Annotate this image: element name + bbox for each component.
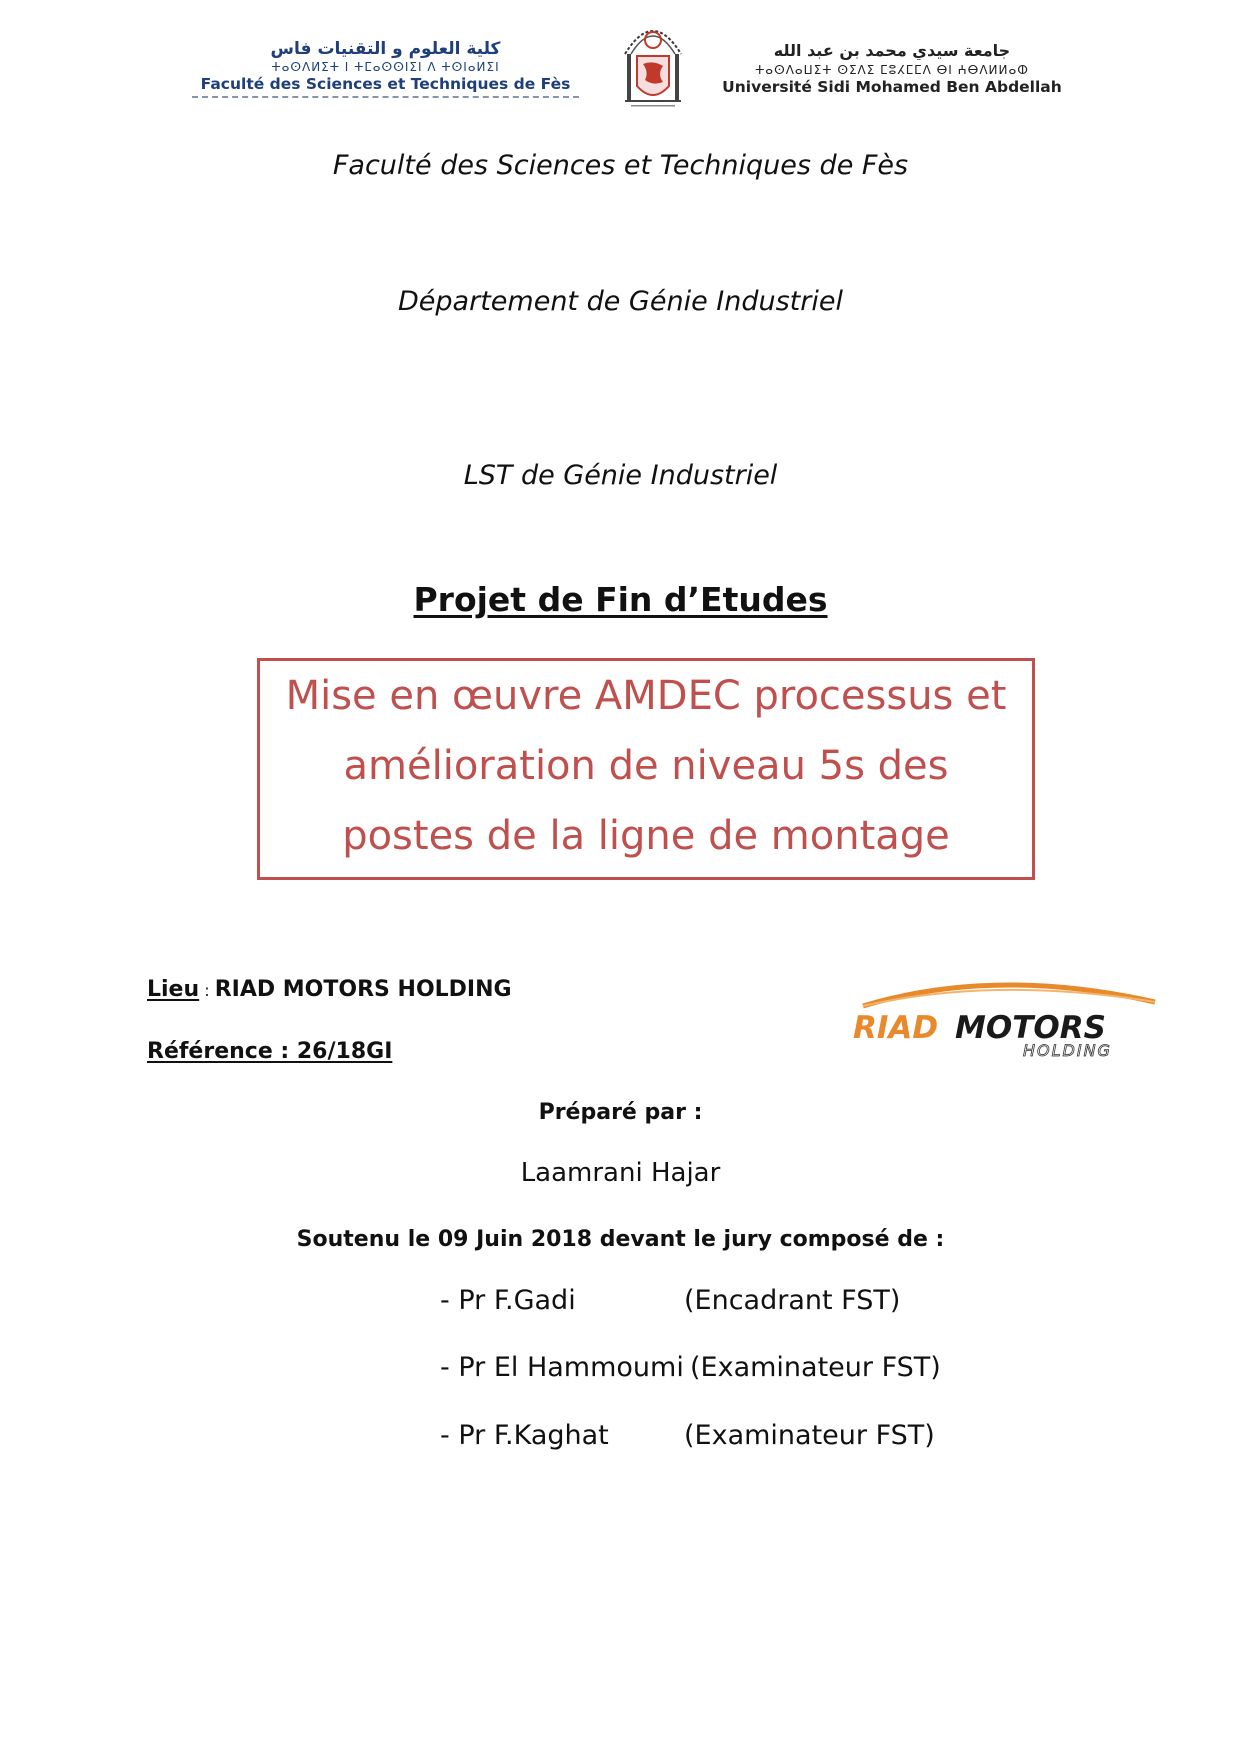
jury-role-2: (Examinateur FST) [690,1352,941,1383]
jury-name-1: - Pr F.Gadi [440,1285,576,1316]
author-name: Laamrani Hajar [520,1158,721,1188]
fst-logo-tifinagh: ⵜⴰⵙⴷⵍⵉⵜ ⵏ ⵜⵎⴰⵙⵙⵏⵉⵏ ⴷ ⵜⵙⵏⴰⵍⵉⵏ [271,60,500,74]
riad-logo-word-motors: MOTORS [955,1010,1106,1046]
project-title-line-3: postes de la ligne de montage [342,813,950,859]
fst-logo-french: Faculté des Sciences et Techniques de Fès [200,75,571,93]
project-title-box [257,658,1035,880]
project-title-line-2: amélioration de niveau 5s des [343,743,949,789]
riad-logo-word-holding: HOLDING [1023,1041,1112,1060]
project-heading: Projet de Fin d’Etudes [413,580,828,619]
fst-logo-arabic: كلية العلوم و التقنيات فاس [270,39,501,59]
jury-role-3: (Examinateur FST) [684,1420,935,1451]
usmba-logo-arabic: جامعة سيدي محمد بن عبد الله [773,41,1011,60]
fst-logo-rule [192,96,579,98]
university-emblem-icon [617,10,689,112]
lieu-label: Lieu [147,977,200,1002]
faculty-name: Faculté des Sciences et Techniques de Fès [332,150,909,181]
lieu-separator: : [199,981,215,1000]
jury-name-3: - Pr F.Kaghat [440,1420,609,1451]
program-name: LST de Génie Industriel [463,460,778,491]
jury-name-2: - Pr El Hammoumi [440,1352,684,1383]
lieu-line [147,977,512,1002]
lieu-value: RIAD MOTORS HOLDING [214,977,512,1002]
riad-logo-word-riad: RIAD [853,1010,939,1046]
project-title-line-1: Mise en œuvre AMDEC processus et [285,673,1007,719]
prepared-by-label: Préparé par : [538,1100,703,1125]
usmba-logo-french: Université Sidi Mohamed Ben Abdellah [722,78,1062,96]
fst-logo [188,38,583,106]
reference-line: Référence : 26/18GI [147,1039,393,1064]
riad-motors-logo [845,972,1165,1064]
jury-role-1: (Encadrant FST) [684,1285,901,1316]
usmba-logo [722,40,1062,108]
defense-line: Soutenu le 09 Juin 2018 devant le jury composé de : [296,1227,945,1252]
department-name: Département de Génie Industriel [398,286,843,317]
usmba-logo-tifinagh: ⵜⴰⵙⴷⴰⵡⵉⵜ ⵙⵉⴷⵉ ⵎⵓⵃⵎⵎⴷ ⴱⵏ ⵄⴱⴷⵍⵍⴰⵀ [755,63,1029,77]
